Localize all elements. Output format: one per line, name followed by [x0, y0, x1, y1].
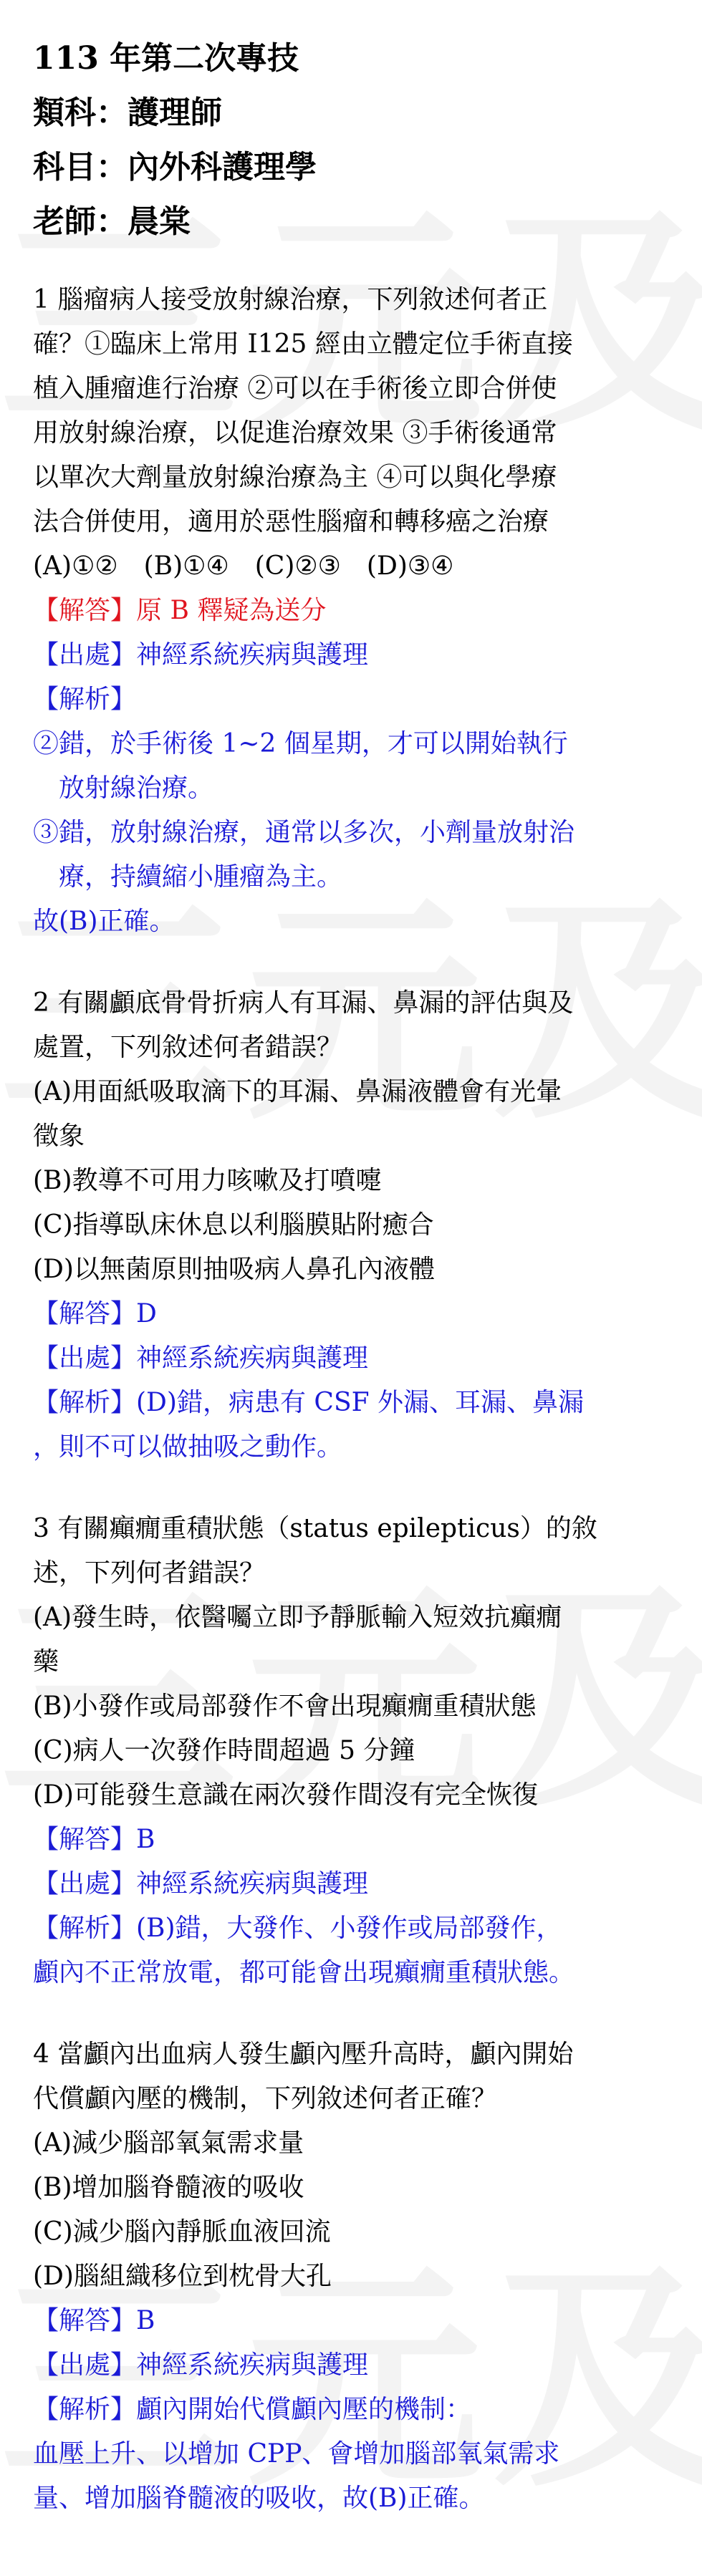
analysis-line: [33, 2388, 670, 2432]
analysis-line: ③錯，放射線治療，通常以多次，小劑量放射治: [33, 818, 575, 847]
analysis-text: 顱內開始代償顱內壓的機制：: [136, 2395, 472, 2424]
question-option: (D)可能發生意識在兩次發作間沒有完全恢復: [33, 1780, 538, 1810]
question-option: (B)教導不可用力咳嗽及打噴嚏: [33, 1166, 382, 1195]
answer-line: [33, 1292, 670, 1336]
analysis-line: 顱內不正常放電，都可能會出現癲癇重積狀態。: [33, 1958, 575, 1987]
question-stem-line: 2 有關顱底骨骨折病人有耳漏、鼻漏的評估與及: [33, 988, 574, 1018]
source-line: [33, 1336, 670, 1381]
source-value: 神經系統疾病與護理: [136, 2350, 369, 2380]
question-stem-line: 用放射線治療，以促進治療效果 ③手術後通常: [33, 418, 557, 448]
analysis-text: (D)錯，病患有 CSF 外漏、耳漏、鼻漏: [136, 1388, 585, 1417]
source-label: 【出處】: [33, 640, 137, 670]
answer-value: B: [136, 2306, 155, 2335]
question-option: (D)腦組織移位到枕骨大孔: [33, 2262, 332, 2291]
exam-title: 113 年第二次專技: [33, 40, 299, 77]
answer-line: [33, 1818, 670, 1862]
answer-label: 【解答】: [33, 596, 137, 625]
question-option: (A)發生時，依醫囑立即予靜脈輸入短效抗癲癇: [33, 1603, 562, 1632]
analysis-line: 故(B)正確。: [33, 907, 176, 936]
question-option: (B)增加腦脊髓液的吸收: [33, 2173, 304, 2202]
analysis-line: 血壓上升、以增加 CPP、會增加腦部氧氣需求: [33, 2439, 560, 2469]
exam-teacher: 老師：晨棠: [33, 203, 191, 240]
source-line: [33, 633, 670, 677]
answer-label: 【解答】: [33, 2306, 137, 2335]
source-value: 神經系統疾病與護理: [136, 1344, 369, 1373]
source-value: 神經系統疾病與護理: [136, 640, 369, 670]
analysis-line: 放射線治療。: [59, 773, 214, 803]
analysis-label: 【解析】: [33, 1914, 137, 1943]
document-header: [33, 32, 670, 249]
answer-line: [33, 589, 670, 633]
question-stem-line: 述，下列何者錯誤？: [33, 1558, 266, 1588]
source-label: 【出處】: [33, 1344, 137, 1373]
analysis-label: 【解析】: [33, 2395, 137, 2424]
question-stem-line: 1 腦瘤病人接受放射線治療，下列敘述何者正: [33, 285, 548, 314]
question-stem-line: 3 有關癲癇重積狀態（status epilepticus）的敘: [33, 1514, 597, 1543]
question-stem-line: 4 當顱內出血病人發生顱內壓升高時，顱內開始: [33, 2040, 574, 2069]
analysis-text: (B)錯，大發作、小發作或局部發作，: [136, 1914, 562, 1943]
source-line: [33, 1862, 670, 1906]
analysis-line: 療，持續縮小腫瘤為主。: [59, 862, 343, 892]
analysis-label: 【解析】: [33, 685, 137, 714]
question-option: 徵象: [33, 1121, 85, 1151]
answer-line: [33, 2299, 670, 2343]
answer-value: B: [136, 1825, 155, 1854]
analysis-line: ，則不可以做抽吸之動作。: [33, 1432, 343, 1462]
document-body: [33, 32, 670, 2558]
question-2: [33, 981, 670, 1470]
question-3: [33, 1507, 670, 1995]
source-value: 神經系統疾病與護理: [136, 1869, 369, 1899]
source-line: [33, 2343, 670, 2388]
exam-subject: 科目：內外科護理學: [33, 149, 317, 185]
answer-label: 【解答】: [33, 1299, 137, 1328]
question-stem-line: 處置，下列敘述何者錯誤？: [33, 1033, 343, 1062]
answer-value: D: [136, 1299, 157, 1328]
analysis-label: 【解析】: [33, 1388, 137, 1417]
question-option: 藥: [33, 1647, 59, 1677]
analysis-line: [33, 1906, 670, 1951]
question-option: (A)減少腦部氧氣需求量: [33, 2128, 304, 2158]
question-option: (C)減少腦內靜脈血液回流: [33, 2217, 331, 2247]
analysis-line: 量、增加腦脊髓液的吸收，故(B)正確。: [33, 2484, 485, 2513]
question-stem-line: 確？①臨床上常用 I125 經由立體定位手術直接: [33, 329, 573, 359]
question-stem-line: 以單次大劑量放射線治療為主 ④可以與化學療: [33, 463, 557, 492]
question-stem-line: 植入腫瘤進行治療 ②可以在手術後立即合併使: [33, 374, 557, 403]
source-label: 【出處】: [33, 2350, 137, 2380]
question-1: [33, 278, 670, 944]
question-option: (D)以無菌原則抽吸病人鼻孔內液體: [33, 1255, 435, 1284]
question-option: (B)小發作或局部發作不會出現癲癇重積狀態: [33, 1692, 537, 1721]
source-label: 【出處】: [33, 1869, 137, 1899]
exam-category: 類科：護理師: [33, 95, 222, 131]
answer-value: 原 B 釋疑為送分: [136, 596, 327, 625]
analysis-line: [33, 1381, 670, 1425]
question-stem-line: 法合併使用，適用於惡性腦瘤和轉移癌之治療: [33, 507, 549, 536]
analysis-line: ②錯，於手術後 1~2 個星期，才可以開始執行: [33, 729, 568, 758]
question-option: (C)指導臥床休息以利腦膜貼附癒合: [33, 1210, 434, 1240]
question-4: [33, 2032, 670, 2521]
answer-label: 【解答】: [33, 1825, 137, 1854]
question-option: (A)用面紙吸取滴下的耳漏、鼻漏液體會有光暈: [33, 1077, 562, 1106]
question-stem-line: 代償顱內壓的機制，下列敘述何者正確？: [33, 2084, 498, 2113]
question-options: (A)①② (B)①④ (C)②③ (D)③④: [33, 551, 454, 581]
question-option: (C)病人一次發作時間超過 5 分鐘: [33, 1736, 415, 1765]
